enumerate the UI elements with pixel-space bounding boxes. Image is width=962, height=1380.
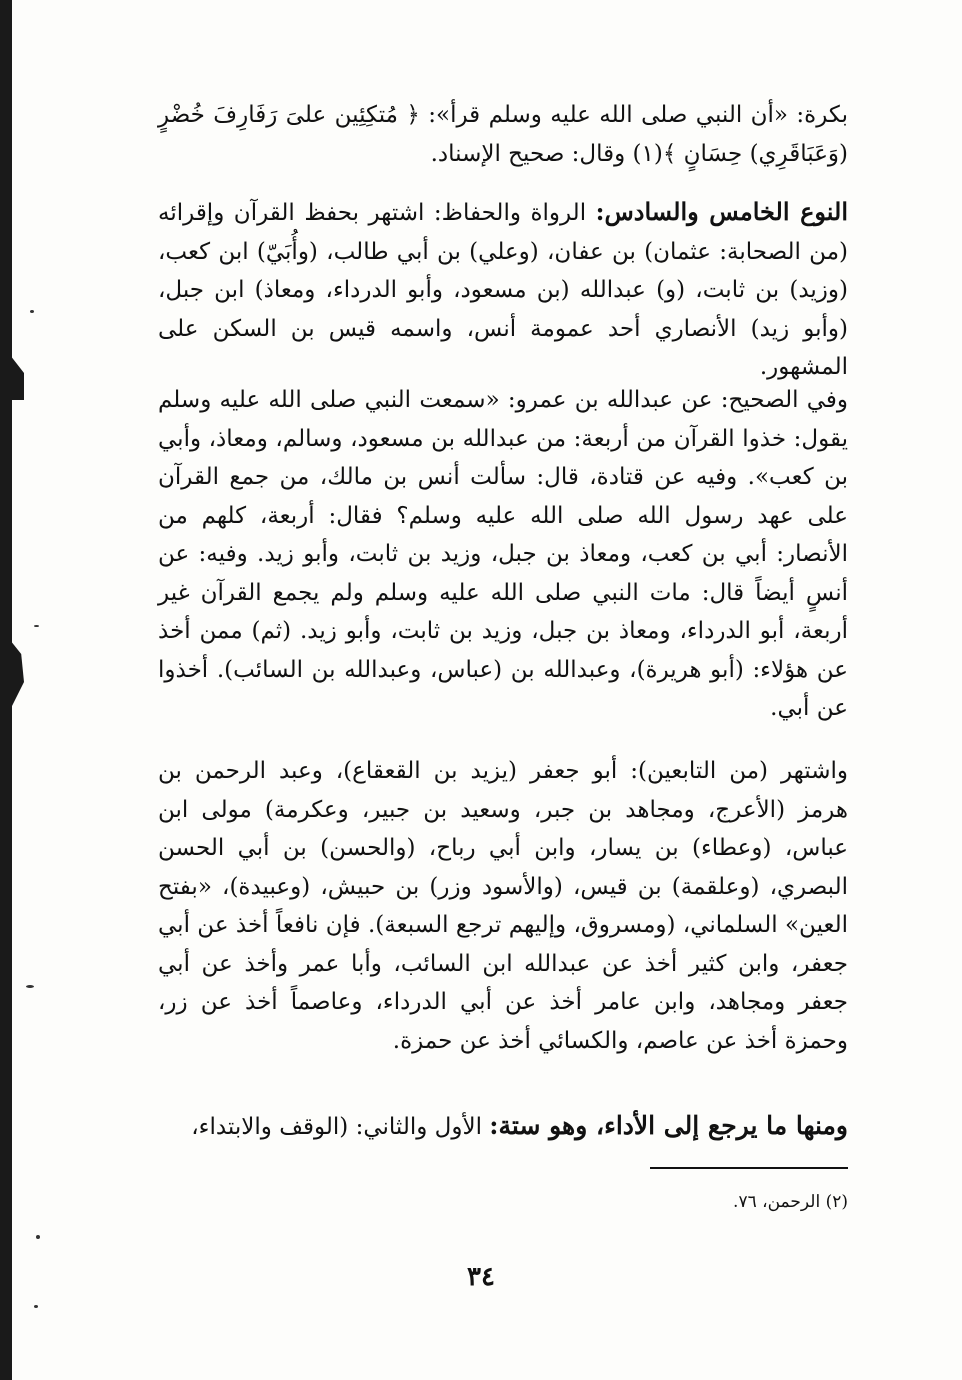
paragraph-2 — [158, 193, 848, 387]
scan-speck — [34, 1305, 38, 1308]
paragraph-5 — [158, 1107, 848, 1147]
scan-speck — [26, 985, 34, 988]
footnote: (٢) الرحمن، ٧٦. — [733, 1192, 848, 1212]
section-heading: النوع الخامس والسادس: — [595, 197, 849, 226]
scan-speck — [36, 1235, 40, 1239]
paragraph-text: وفي الصحيح: عن عبدالله بن عمرو: «سمعت النبي صلى الله عليه وسلم يقول: خذوا القرآن من أربعة: من عبدالله بن مسعود، وسالم، ومعاذ، وأبي بن كعب». وفيه عن قتادة، قال: سألت أنس بن مالك، من جمع القرآن على عهد رسول الله صلى الله عليه وسلم؟ فقال: أربعة، كلهم من الأنصار: أبي بن كعب، ومعاذ بن جبل، وزيد بن ثابت، وأبو زيد. وفيه: عن أنسٍ أيضاً قال: مات النبي صلى الله عليه وسلم ولم يجمع القرآن غير أربعة، أبو الدرداء، ومعاذ بن جبل، وزيد بن ثابت، وأبو زيد. (ثم) ممن أخذ عن هؤلاء: (أبو هريرة)، وعبدالله بن (عباس، وعبدالله بن السائب). أخذوا عن أبي. — [158, 387, 848, 721]
paragraph-text: بكرة: «أن النبي صلى الله عليه وسلم قرأ»: ﴿ مُتكِئِين علىَ رَفَارِفَ خُضْرٍ (وَعَبَاقَرِي) حِسَانٍ ﴾(١) وقال: صحيح الإسناد. — [158, 102, 848, 167]
paragraph-4 — [158, 752, 848, 1060]
paragraph-text: الأول والثاني: (الوقف والابتداء، — [191, 1114, 490, 1140]
paragraph-text: الرواة والحفاظ: اشتهر بحفظ القرآن وإقرائه (من الصحابة: عثمان) بن عفان، (وعلي) بن أبي طالب، (وأُبَيّ) ابن كعب، (وزيد) بن ثابت، (و) عبدالله (بن مسعود، وأبو الدرداء، ومعاذ) ابن جبل، (وأبو زيد) الأنصاري أحد عمومة أنس، واسمه قيس بن السكن على المشهور. — [158, 200, 848, 380]
paragraph-1 — [158, 96, 848, 173]
scan-speck — [34, 625, 39, 627]
paragraph-3 — [158, 381, 848, 728]
section-heading: ومنها ما يرجع إلى الأداء، وهو ستة: — [489, 1111, 848, 1140]
binding-edge-notch — [10, 355, 24, 400]
paragraph-text: واشتهر (من التابعين): أبو جعفر (يزيد بن القعقاع)، وعبد الرحمن بن هرمز (الأعرج، ومجاهد بن جبر، وسعيد بن جبير، وعكرمة) مولى ابن عباس، (وعطاء) بن يسار، وابن أبي رباح، (والحسن) بن أبي الحسن البصري، (وعلقمة) بن قيس، (والأسود وزر) بن حبيش، (وعبيدة)، «بفتح العين» السلماني، (ومسروق، وإليهم ترجع السبعة). فإن نافعاً أخذ عن أبي جعفر، وابن كثير أخذ عن عبدالله ابن السائب، وأبا عمر وأخذ عن أبي جعفر ومجاهد، وابن عامر أخذ عن أبي الدرداء، وعاصماً أخذ عن زر، وحمزة أخذ عن عاصم، والكسائي أخذ عن حمزة. — [158, 758, 848, 1054]
scan-speck — [30, 310, 34, 313]
page-number: ٣٤ — [467, 1262, 495, 1292]
footnote-divider — [650, 1167, 848, 1169]
binding-edge-notch — [10, 640, 24, 710]
